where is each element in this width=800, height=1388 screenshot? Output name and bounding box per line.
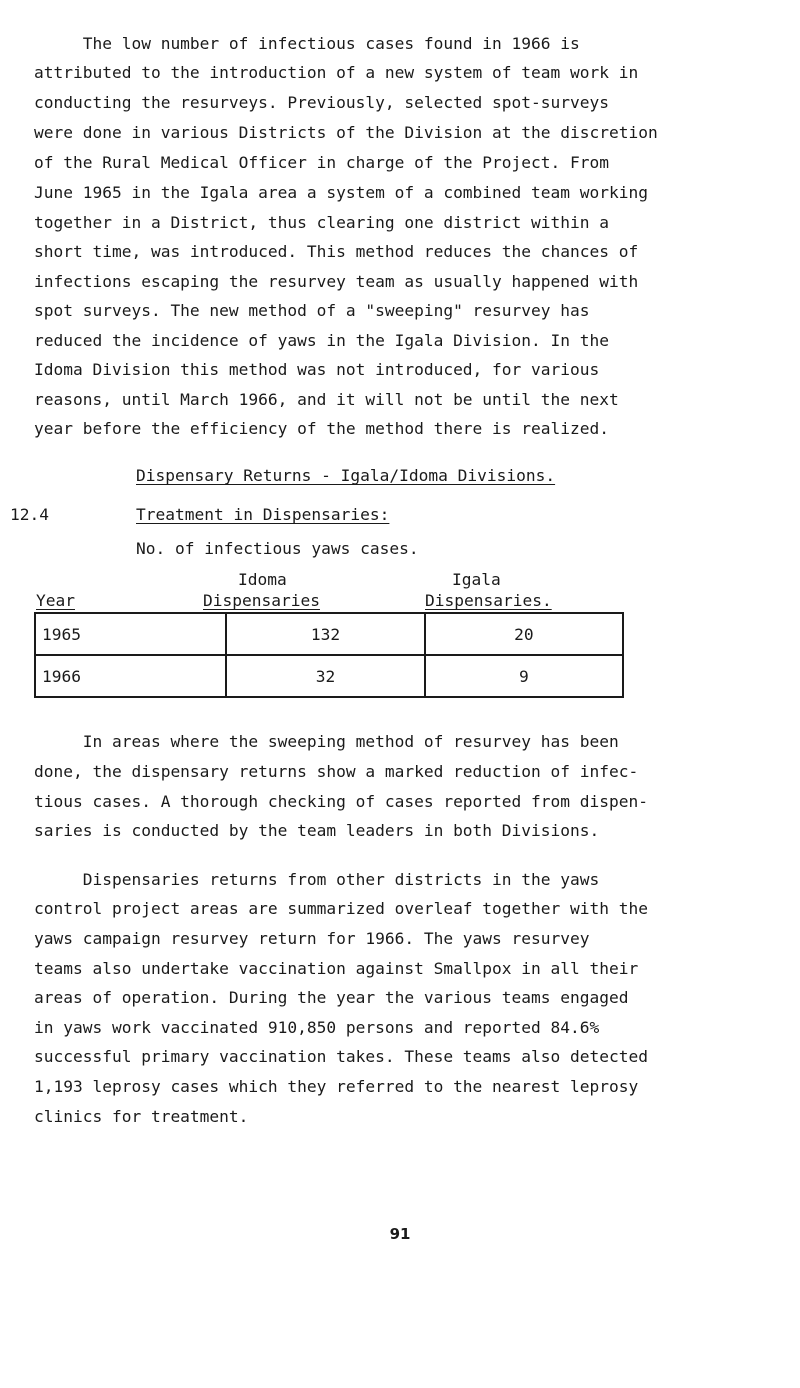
idoma-cell: 32: [226, 655, 425, 697]
table-row: [35, 655, 623, 697]
text-line: clinics for treatment.: [34, 1107, 249, 1126]
header-year: Year: [36, 591, 75, 610]
text-line: In areas where the sweeping method of resurvey has been: [34, 732, 619, 751]
table-row: [35, 613, 623, 655]
text-line: June 1965 in the Igala area a system of a combined team working: [34, 183, 648, 202]
header-igala-line1: Igala: [452, 570, 501, 589]
text-line: tious cases. A thorough checking of cases reported from dispen-: [34, 792, 648, 811]
text-line: areas of operation. During the year the various teams engaged: [34, 988, 629, 1007]
header-idoma-line2: Dispensaries: [203, 591, 320, 610]
text-line: conducting the resurveys. Previously, selected spot-surveys: [34, 93, 609, 112]
text-line: control project areas are summarized overleaf together with the: [34, 899, 648, 918]
text-line: were done in various Districts of the Division at the discretion: [34, 123, 658, 142]
text-line: reasons, until March 1966, and it will not be until the next: [34, 390, 619, 409]
idoma-cell: 132: [226, 613, 425, 655]
year-cell: 1965: [35, 613, 226, 655]
section-heading: Dispensary Returns - Igala/Idoma Divisions.: [136, 466, 556, 485]
text-line: reduced the incidence of yaws in the Igala Division. In the: [34, 331, 609, 350]
text-line: in yaws work vaccinated 910,850 persons and reported 84.6%: [34, 1018, 600, 1037]
text-line: together in a District, thus clearing one district within a: [34, 213, 609, 232]
text-line: yaws campaign resurvey return for 1966. The yaws resurvey: [34, 929, 590, 948]
text-line: short time, was introduced. This method reduces the chances of: [34, 242, 639, 261]
year-cell: 1966: [35, 655, 226, 697]
text-line: infections escaping the resurvey team as usually happened with: [34, 272, 639, 291]
text-line: year before the efficiency of the method there is realized.: [34, 419, 609, 438]
text-line: teams also undertake vaccination against Smallpox in all their: [34, 959, 639, 978]
text-line: of the Rural Medical Officer in charge of the Project. From: [34, 153, 609, 172]
page-number: 91: [389, 1225, 411, 1243]
text-line: done, the dispensary returns show a marked reduction of infec-: [34, 762, 639, 781]
text-line: saries is conducted by the team leaders in both Divisions.: [34, 821, 600, 840]
text-line: The low number of infectious cases found in 1966 is: [34, 34, 580, 53]
text-line: successful primary vaccination takes. These teams also detected: [34, 1047, 648, 1066]
text-line: spot surveys. The new method of a "sweeping" resurvey has: [34, 301, 590, 320]
text-line: Dispensaries returns from other districts in the yaws: [34, 870, 600, 889]
igala-cell: 20: [425, 613, 623, 655]
subsection-title: Treatment in Dispensaries:: [136, 505, 390, 524]
table-caption: No. of infectious yaws cases.: [136, 539, 419, 558]
text-line: 1,193 leprosy cases which they referred to the nearest leprosy: [34, 1077, 639, 1096]
dispensary-table: [34, 612, 624, 698]
header-idoma-line1: Idoma: [238, 570, 287, 589]
igala-cell: 9: [425, 655, 623, 697]
header-igala-line2: Dispensaries.: [425, 591, 552, 610]
text-line: attributed to the introduction of a new system of team work in: [34, 63, 639, 82]
text-line: Idoma Division this method was not introduced, for various: [34, 360, 600, 379]
section-number: 12.4: [10, 505, 49, 524]
